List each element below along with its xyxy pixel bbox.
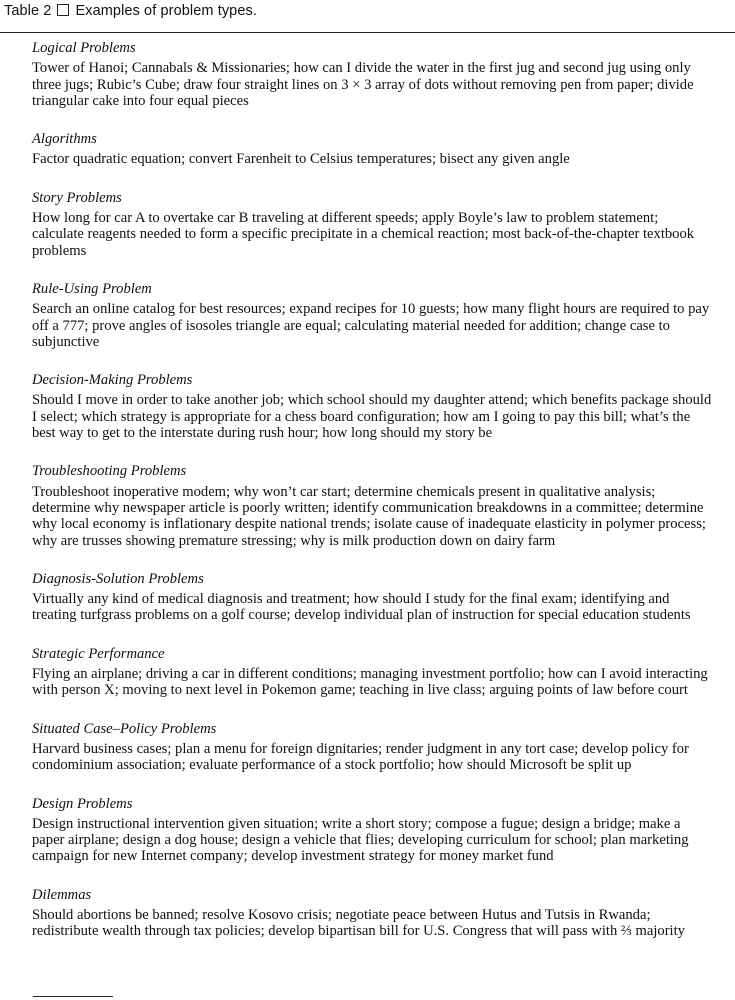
problem-type-examples: Search an online catalog for best resources; expand recipes for 10 guests; how many flight hours are required to pay off a 777; prove angles of isosoles triangle are equal; calculating material needed for addition; change case to subjunctive	[32, 301, 710, 350]
problem-type-examples: Should abortions be banned; resolve Kosovo crisis; negotiate peace between Hutus and Tutsis in Rwanda; redistribute wealth through tax policies; develop bipartisan bill for U.S. Congress that will pass with ⅔ majority	[32, 906, 685, 940]
problem-type-entry	[32, 721, 712, 774]
problem-type-entry	[32, 372, 712, 441]
problem-type-examples: Factor quadratic equation; convert Farenheit to Celsius temperatures; bisect any given angle	[32, 151, 570, 168]
problem-type-entry	[32, 131, 712, 168]
problem-type-entry	[32, 796, 712, 865]
problem-type-title: Diagnosis-Solution Problems	[32, 570, 204, 587]
problem-type-examples: Virtually any kind of medical diagnosis and treatment; how should I study for the final exam; identifying and treating turfgrass problems on a golf course; develop individual plan of instruction for special education students	[32, 591, 691, 624]
problem-type-examples: Design instructional intervention given situation; write a short story; compose a fugue; design a bridge; make a paper airplane; design a dog house; design a vehicle that flies; developing curriculum for school; plan marketing campaign for new Internet company; develop investment strategy for money market fund	[32, 815, 689, 865]
problem-type-examples: Harvard business cases; plan a menu for foreign dignitaries; render judgment in any tort case; develop policy for condominium association; evaluate performance of a stock portfolio; how should Microsoft be split up	[32, 740, 689, 774]
problem-types-list	[32, 40, 712, 962]
table-caption	[4, 3, 257, 19]
problem-type-entry	[32, 281, 712, 350]
square-icon	[57, 4, 69, 16]
problem-type-title: Logical Problems	[32, 40, 136, 56]
problem-type-examples: How long for car A to overtake car B traveling at different speeds; apply Boyle’s law to problem statement; calculate reagents needed to form a specific precipitate in a chemical reaction; most back-of-the-chapter textbook problems	[32, 210, 695, 259]
problem-type-title: Troubleshooting Problems	[32, 463, 187, 480]
problem-type-entry	[32, 40, 712, 109]
problem-type-entry	[32, 646, 712, 699]
problem-type-title: Algorithms	[32, 131, 97, 148]
problem-type-entry	[32, 887, 712, 940]
problem-type-title: Story Problems	[32, 189, 122, 206]
problem-type-title: Decision-Making Problems	[32, 372, 193, 389]
problem-type-title: Situated Case–Policy Problems	[32, 720, 217, 737]
footnote-divider	[33, 996, 113, 997]
problem-type-examples: Flying an airplane; driving a car in different conditions; managing investment portfolio; how can I avoid interacting with person X; moving to next level in Pokemon game; teaching in live class; arguing points of law before court	[32, 666, 708, 699]
problem-type-title: Strategic Performance	[32, 645, 165, 662]
problem-type-title: Design Problems	[32, 795, 133, 812]
problem-type-examples: Tower of Hanoi; Cannabals & Missionaries; how can I divide the water in the first jug and second jug using only three jugs; Rubic’s Cube; draw four straight lines on 3 × 3 array of dots without removing pen from paper; divide triangular cake into four equal pieces	[32, 60, 694, 109]
problem-type-entry	[32, 190, 712, 259]
problem-type-entry	[32, 571, 712, 624]
table-caption-text: Examples of problem types.	[75, 3, 257, 19]
top-divider	[0, 32, 735, 33]
problem-type-entry	[32, 463, 712, 548]
problem-type-examples: Should I move in order to take another job; which school should my daughter attend; which benefits package should I select; which strategy is appropriate for a chess board configuration; how am I going to pay this bill; what’s the best way to get to the interstate during rush hour; how long should my story be	[32, 392, 712, 442]
problem-type-examples: Troubleshoot inoperative modem; why won’t car start; determine chemicals present in qualitative analysis; determine why newspaper article is poorly written; identify communication breakdowns in a committee; determine why local economy is inflationary despite national trends; isolate cause of inadequate elasticity in polymer process; why are trusses showing premature stressing; why is milk production down on dairy farm	[32, 483, 706, 549]
problem-type-title: Dilemmas	[32, 886, 92, 903]
table-label: Table 2	[4, 3, 52, 19]
problem-type-title: Rule-Using Problem	[32, 280, 152, 297]
